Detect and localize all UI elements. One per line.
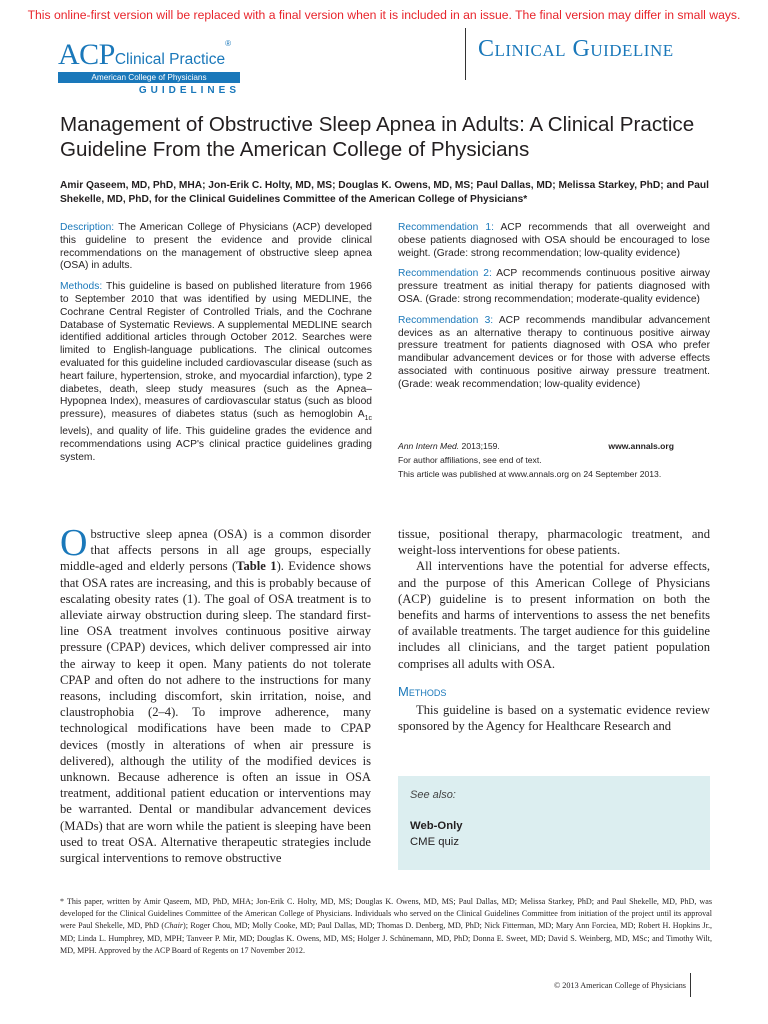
footnote-text-end: ); Roger Chou, MD; Molly Cooke, MD; Paul Dallas, MD; Thomas D. Denberg, MD, PhD; Nick Fitterman, MD; Mary Ann Forciea, MD; Robert H. Hopkins Jr., MD; Linda L. Humphrey, MD, MPH; Tanveer P. Mir, MD; Douglas K. Owens, MD, MS; Holger J. Schünemann, MD, PhD; Donna E. Sweet, MD; David S. Weinberg, MD, MSc; and Timothy Wilt, MD, MPH. Approved by the ACP Board of Regents on 17 November 2012.: [60, 921, 712, 955]
abstract-left-column: [60, 222, 372, 472]
copyright-divider: [690, 973, 691, 997]
body-right-column: [398, 526, 710, 734]
online-first-banner: This online-first version will be replaced with a final version when it is included in an issue. The final version may differ in small ways.: [27, 8, 741, 22]
methods-heading: Methods: [398, 683, 447, 699]
author-list: Amir Qaseem, MD, PhD, MHA; Jon-Erik C. Holty, MD, MS; Douglas K. Owens, MD, MS; Paul Dallas, MD; Melissa Starkey, PhD; and Paul Shekelle, MD, PhD, for the Clinical Guidelines Committee of the American College of Physicians*: [60, 180, 709, 205]
logo-college-bar: American College of Physicians: [58, 72, 240, 83]
rec3-label: Recommendation 3:: [398, 314, 494, 326]
body-left-column: [60, 522, 371, 866]
recommendation-2: [398, 268, 710, 306]
journal-year-volume: 2013;159.: [459, 441, 500, 451]
abstract-description: [60, 222, 372, 273]
body-text-part1: bstructive sleep apnea (OSA) is a common disorder that affects persons in all age groups, especially middle-aged and elderly persons (: [60, 527, 371, 574]
methods-text-end: levels), and quality of life. This guideline grades the evidence and recommendations using ACP's clinical practice guidelines grading system.: [60, 426, 372, 463]
rec1-text: ACP recommends that all overweight and obese patients diagnosed with OSA should be encouraged to lose weight. (Grade: strong recommendation; low-quality evidence): [398, 222, 710, 259]
methods-text: This guideline is based on published literature from 1966 to September 2010 that was identified by using MEDLINE, the Cochrane Central Register of Controlled Trials, and the Cochrane Database of Systematic Reviews. A supplemental MEDLINE search identified additional articles through October 2012. Searches were limited to English-language publications. The clinical outcomes evaluated for this guideline included cardiovascular disease (such as heart failure, hypertension, stroke, and myocardial infarction), type 2 diabetes, death, sleep study measures (such as the Apnea–Hypopnea Index), measures of cardiovascular status (such as blood pressure), measures of diabetes status (such as hemoglobin A: [60, 281, 372, 421]
citation-block: [398, 440, 674, 481]
footnote-text: * This paper, written by Amir Qaseem, MD, PhD, MHA; Jon-Erik C. Holty, MD, MS; Douglas K. Owens, MD, MS; Paul Dallas, MD; Melissa Starkey, PhD; and Paul Shekelle, MD, PhD, was developed for the Clinical Guidelines Committee of the American College of Physicians. Individuals who served on the Clinical Guidelines Committee from initiation of the project until its approval were Paul Shekelle, MD, PhD (: [60, 897, 712, 931]
article-title: Management of Obstructive Sleep Apnea in Adults: A Clinical Practice Guideline From the American College of Physicians: [60, 113, 695, 161]
recommendation-3: [398, 315, 710, 392]
logo-trademark: ®: [225, 39, 232, 48]
rec3-text: ACP recommends mandibular advancement devices as an alternative therapy to continuous positive airway pressure treatment for patients diagnosed with OSA who prefer mandibular advancement devices or for those with adverse effects associated with continuous positive airway pressure treatment. (Grade: weak recommendation; low-quality evidence): [398, 314, 710, 390]
publication-note: This article was published at www.annals.org on 24 September 2013.: [398, 468, 662, 479]
web-only-heading: Web-Only: [410, 820, 463, 832]
table-1-reference[interactable]: Table 1: [236, 559, 277, 574]
body-paragraph: tissue, positional therapy, pharmacologic treatment, and weight-loss interventions for obese patients.: [398, 527, 710, 558]
footnote-chair: Chair: [164, 921, 183, 931]
author-footnote: [60, 896, 712, 957]
methods-subscript: 1c: [364, 415, 372, 423]
see-also-box: [398, 776, 710, 870]
rec2-label: Recommendation 2:: [398, 268, 492, 280]
body-text-part2: ). Evidence shows that OSA rates are increasing, and this is probably because of escalating obesity rates (1). The goal of OSA treatment is to alleviate airway obstruction during sleep. The standard first-line OSA treatment involves continuous positive airway pressure (CPAP) devices, which deliver compressed air into the airway to keep it open. Many patients do not tolerate CPAP and often do not adhere to the instructions for many reasons, including discomfort, skin irritation, noise, and claustrophobia (2–4). To improve adherence, many technological modifications have been made to CPAP devices (mostly in alterations of when air pressure is delivered), although the utility of the modified devices is unknown. Because adherence is often an issue in OSA treatment, additional patient education or interventions may be warranted. Dental or mandibular advancement devices (MADs) that are worn while the patient is sleeping have been used to treat OSA. Alternative therapeutic strategies include surgical interventions to remove obstructive: [60, 559, 371, 866]
citation-row: [398, 440, 674, 454]
abstract-methods: [60, 281, 372, 464]
drop-cap: O: [60, 522, 88, 564]
logo-acp-text: ACP: [58, 38, 115, 71]
website-link[interactable]: www.annals.org: [608, 441, 674, 451]
header-divider: [465, 28, 466, 80]
body-paragraph: All interventions have the potential for adverse effects, and the purpose of this American College of Physicians (ACP) guideline is to present information on both the benefits and harms of interventions to assess the net benefits of available treatments. The target audience for this guideline includes all clinicians, and the target patient population comprises all adults with OSA.: [398, 559, 710, 671]
recommendation-1: [398, 222, 710, 260]
journal-name: Ann Intern Med.: [398, 441, 460, 451]
rec2-text: ACP recommends continuous positive airway pressure treatment as initial therapy for patients diagnosed with OSA. (Grade: strong recommendation; moderate-quality evidence): [398, 268, 710, 305]
affiliations-note: For author affiliations, see end of text.: [398, 454, 542, 465]
journal-citation: [398, 440, 500, 454]
logo-guidelines-text: GUIDELINES: [138, 85, 240, 96]
description-label: Description:: [60, 222, 115, 233]
rec1-label: Recommendation 1:: [398, 222, 494, 233]
abstract-right-column: [398, 222, 710, 400]
cme-quiz-link[interactable]: CME quiz: [410, 836, 459, 848]
acp-guidelines-logo: [58, 40, 240, 96]
see-also-heading: See also:: [410, 789, 456, 801]
body-paragraph: This guideline is based on a systematic evidence review sponsored by the Agency for Healthcare Research and: [398, 703, 710, 734]
logo-clinical-practice-text: Clinical Practice: [114, 51, 226, 68]
description-text: The American College of Physicians (ACP) developed this guideline to present the evidence and provide clinical recommendations on the management of obstructive sleep apnea (OSA) in adults.: [60, 222, 372, 272]
section-label: Clinical Guideline: [478, 36, 674, 62]
copyright-notice: © 2013 American College of Physicians: [554, 981, 686, 990]
methods-label: Methods:: [60, 281, 103, 293]
